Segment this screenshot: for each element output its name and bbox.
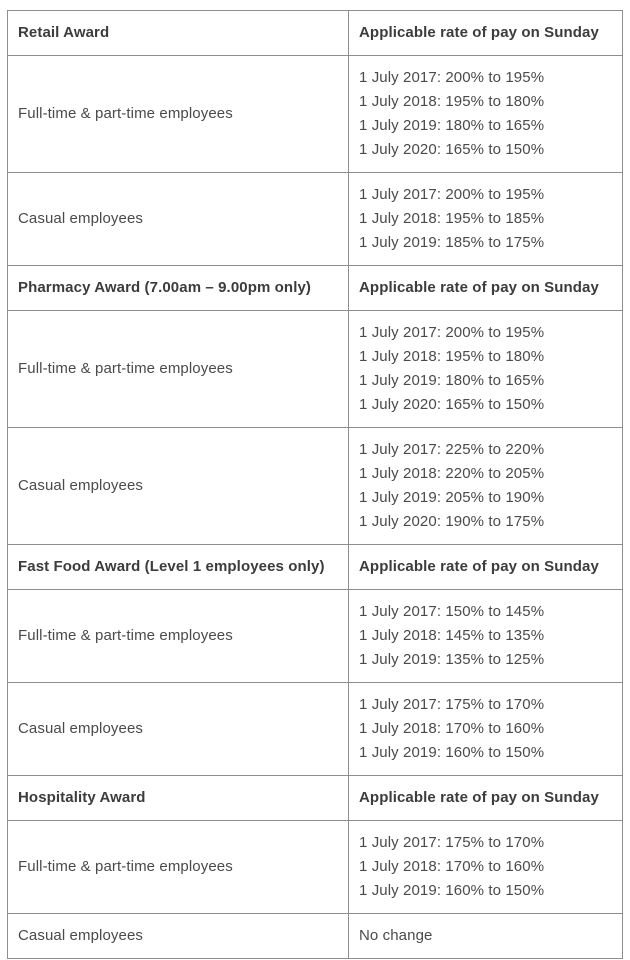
employee-type-cell: Casual employees (8, 428, 349, 545)
rate-change-line: 1 July 2019: 185% to 175% (359, 234, 545, 251)
table-row (8, 821, 623, 914)
rate-change-line: 1 July 2017: 175% to 170% (359, 696, 545, 713)
table-row (8, 428, 623, 545)
rate-change-line: 1 July 2020: 190% to 175% (359, 513, 545, 530)
rate-change-line: 1 July 2019: 205% to 190% (359, 489, 545, 506)
table-row (8, 311, 623, 428)
rate-changes-cell (349, 914, 623, 959)
rate-change-line: 1 July 2018: 170% to 160% (359, 720, 545, 737)
award-header-row-fast (8, 545, 623, 590)
rate-change-line: 1 July 2017: 200% to 195% (359, 186, 545, 203)
rate-changes-cell (349, 173, 623, 266)
rate-change-line: 1 July 2019: 135% to 125% (359, 651, 545, 668)
award-header-row-hospitality (8, 776, 623, 821)
rate-change-line: 1 July 2017: 225% to 220% (359, 441, 545, 458)
rate-changes-cell (349, 821, 623, 914)
rate-change-line: 1 July 2017: 175% to 170% (359, 834, 545, 851)
award-name: Pharmacy Award (7.00am – 9.00pm only) (8, 266, 349, 311)
award-header-row-retail (8, 11, 623, 56)
rate-change-line: 1 July 2018: 220% to 205% (359, 465, 545, 482)
employee-type-cell: Full-time & part-time employees (8, 311, 349, 428)
table-row (8, 173, 623, 266)
rate-change-line: 1 July 2020: 165% to 150% (359, 141, 545, 158)
award-header-row-pharmacy (8, 266, 623, 311)
employee-type-cell: Casual employees (8, 683, 349, 776)
rate-change-line: 1 July 2018: 195% to 180% (359, 93, 545, 110)
rates-table-body (8, 11, 623, 959)
rate-changes-cell (349, 311, 623, 428)
rate-change-line: 1 July 2017: 200% to 195% (359, 69, 545, 86)
sunday-penalty-rates-table (7, 10, 623, 959)
rate-change-line: No change (359, 927, 433, 944)
rate-change-line: 1 July 2018: 195% to 185% (359, 210, 545, 227)
rate-change-line: 1 July 2019: 160% to 150% (359, 882, 545, 899)
rate-change-line: 1 July 2019: 180% to 165% (359, 372, 545, 389)
rate-column-header: Applicable rate of pay on Sunday (349, 545, 623, 590)
table-row (8, 683, 623, 776)
rate-column-header: Applicable rate of pay on Sunday (349, 266, 623, 311)
rate-changes-cell (349, 590, 623, 683)
rate-change-line: 1 July 2020: 165% to 150% (359, 396, 545, 413)
rate-change-line: 1 July 2017: 200% to 195% (359, 324, 545, 341)
rate-changes-cell (349, 56, 623, 173)
rate-change-line: 1 July 2019: 180% to 165% (359, 117, 545, 134)
employee-type-cell: Casual employees (8, 914, 349, 959)
rate-change-line: 1 July 2019: 160% to 150% (359, 744, 545, 761)
table-row (8, 590, 623, 683)
rate-column-header: Applicable rate of pay on Sunday (349, 11, 623, 56)
employee-type-cell: Full-time & part-time employees (8, 590, 349, 683)
rate-changes-cell (349, 683, 623, 776)
table-row (8, 914, 623, 959)
rate-change-line: 1 July 2017: 150% to 145% (359, 603, 545, 620)
rate-column-header: Applicable rate of pay on Sunday (349, 776, 623, 821)
rate-changes-cell (349, 428, 623, 545)
award-name: Retail Award (8, 11, 349, 56)
rate-change-line: 1 July 2018: 145% to 135% (359, 627, 545, 644)
table-row (8, 56, 623, 173)
award-name: Hospitality Award (8, 776, 349, 821)
rate-change-line: 1 July 2018: 170% to 160% (359, 858, 545, 875)
rate-change-line: 1 July 2018: 195% to 180% (359, 348, 545, 365)
penalty-rates-document (7, 10, 623, 959)
employee-type-cell: Full-time & part-time employees (8, 56, 349, 173)
award-name: Fast Food Award (Level 1 employees only) (8, 545, 349, 590)
employee-type-cell: Casual employees (8, 173, 349, 266)
employee-type-cell: Full-time & part-time employees (8, 821, 349, 914)
